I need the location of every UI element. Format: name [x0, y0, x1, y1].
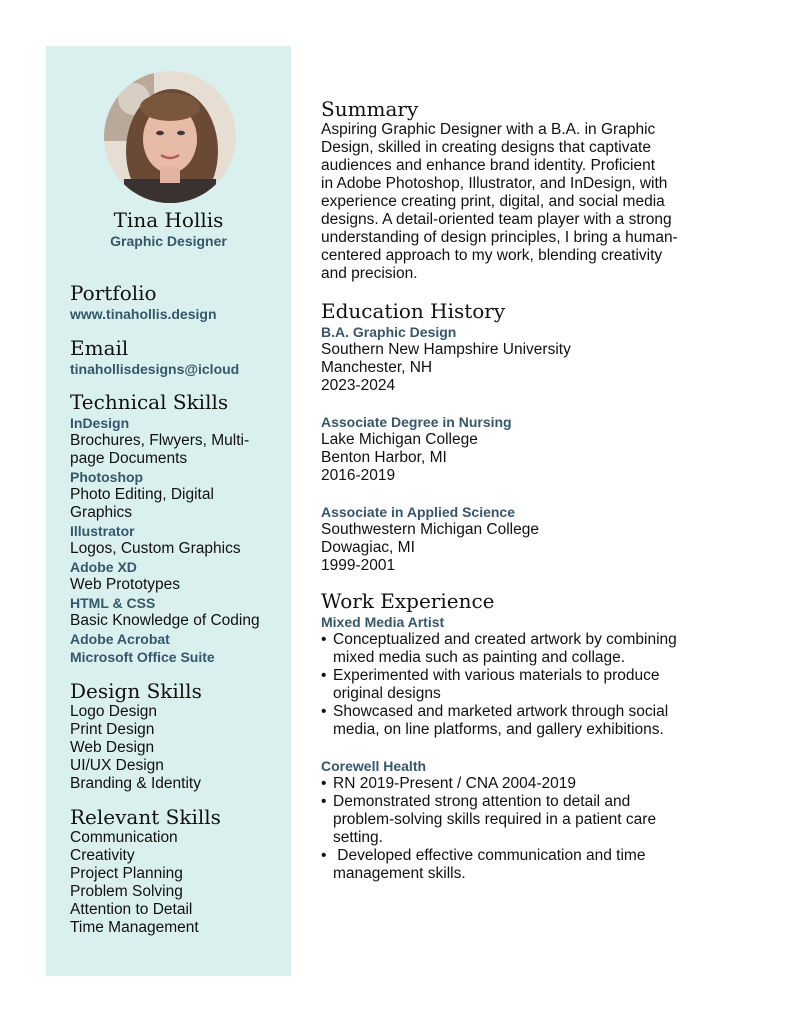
skill-name: Microsoft Office Suite	[70, 649, 215, 665]
list-item: Communication	[70, 829, 178, 846]
bullet-line: media, on line platforms, and gallery exhibitions.	[333, 721, 664, 738]
list-item: UI/UX Design	[70, 757, 164, 774]
relevant-skills-section	[70, 805, 285, 937]
job-bullet	[321, 847, 741, 883]
education-years: 2016-2019	[321, 467, 396, 484]
job-entry	[321, 613, 741, 739]
design-skills-heading: Design Skills	[70, 679, 202, 703]
bullet-line: management skills.	[333, 865, 466, 882]
summary-line: experience creating print, digital, and social media	[321, 193, 665, 210]
technical-skills-heading: Technical Skills	[70, 390, 229, 414]
education-section	[321, 299, 741, 575]
list-item: Time Management	[70, 919, 199, 936]
education-heading: Education History	[321, 299, 506, 323]
summary-heading: Summary	[321, 97, 419, 121]
summary-line: understanding of design principles, I bring a human-	[321, 229, 678, 246]
person-title: Graphic Designer	[110, 233, 227, 249]
education-entry	[321, 413, 741, 485]
bullet-line: problem-solving skills required in a patient care	[333, 811, 657, 828]
degree-title: Associate Degree in Nursing	[321, 414, 512, 430]
design-skills-section	[70, 679, 285, 793]
skill-desc: Photo Editing, Digital	[70, 486, 214, 503]
school-name: Southwestern Michigan College	[321, 521, 539, 538]
skill-desc: page Documents	[70, 450, 188, 467]
skill-desc: Web Prototypes	[70, 576, 180, 593]
skill-name: Adobe XD	[70, 559, 137, 575]
summary-line: designs. A detail-oriented team player with a strong	[321, 211, 672, 228]
portfolio-heading: Portfolio	[70, 281, 157, 305]
education-entry	[321, 503, 741, 575]
skill-name: Adobe Acrobat	[70, 631, 170, 647]
work-heading: Work Experience	[321, 589, 495, 613]
education-years: 1999-2001	[321, 557, 396, 574]
bullet-line: • Showcased and marketed artwork through social	[333, 703, 669, 720]
school-location: Dowagiac, MI	[321, 539, 415, 556]
school-location: Benton Harbor, MI	[321, 449, 447, 466]
bullet-line: • RN 2019-Present / CNA 2004-2019	[333, 775, 576, 792]
work-section	[321, 589, 741, 883]
list-item: Problem Solving	[70, 883, 183, 900]
job-bullet	[321, 703, 741, 739]
degree-title: B.A. Graphic Design	[321, 324, 457, 340]
job-title: Mixed Media Artist	[321, 614, 445, 630]
list-item: Logo Design	[70, 703, 158, 720]
portfolio-section	[70, 281, 285, 323]
summary-line: audiences and enhance brand identity. Proficient	[321, 157, 656, 174]
profile-photo	[104, 71, 236, 203]
school-name: Lake Michigan College	[321, 431, 478, 448]
skill-desc: Graphics	[70, 504, 133, 521]
bullet-line: original designs	[333, 685, 441, 702]
email-section	[70, 336, 285, 378]
email-heading: Email	[70, 336, 129, 360]
bullet-line: • Conceptualized and created artwork by combining	[333, 631, 677, 648]
summary-line: Design, skilled in creating designs that captivate	[321, 139, 651, 156]
job-bullet	[321, 631, 741, 667]
list-item: Creativity	[70, 847, 135, 864]
job-bullet	[321, 775, 741, 793]
degree-title: Associate in Applied Science	[321, 504, 515, 520]
email-link[interactable]: tinahollisdesigns@icloud	[70, 361, 240, 377]
summary-line: and precision.	[321, 265, 418, 282]
list-item: Project Planning	[70, 865, 183, 882]
summary-section	[321, 97, 741, 283]
skill-name: InDesign	[70, 415, 130, 431]
bullet-line: mixed media such as painting and collage.	[333, 649, 626, 666]
person-name: Tina Hollis	[113, 208, 224, 232]
bullet-line: setting.	[333, 829, 383, 846]
skill-name: Illustrator	[70, 523, 135, 539]
bullet-line: • Developed effective communication and time	[333, 847, 646, 864]
job-entry	[321, 757, 741, 883]
bullet-line: • Demonstrated strong attention to detail and	[333, 793, 631, 810]
skill-desc: Brochures, Flwyers, Multi-	[70, 432, 250, 449]
job-title: Corewell Health	[321, 758, 427, 774]
job-bullet	[321, 793, 741, 847]
technical-skills-section	[70, 390, 285, 666]
relevant-skills-heading: Relevant Skills	[70, 805, 221, 829]
school-location: Manchester, NH	[321, 359, 433, 376]
job-bullet	[321, 667, 741, 703]
portfolio-link[interactable]: www.tinahollis.design	[70, 306, 217, 322]
list-item: Attention to Detail	[70, 901, 193, 918]
skill-name: Photoshop	[70, 469, 144, 485]
list-item: Branding & Identity	[70, 775, 201, 792]
skill-desc: Basic Knowledge of Coding	[70, 612, 260, 629]
skill-desc: Logos, Custom Graphics	[70, 540, 241, 557]
education-entry	[321, 323, 741, 395]
summary-line: centered approach to my work, blending creativity	[321, 247, 663, 264]
summary-line: in Adobe Photoshop, Illustrator, and InDesign, with	[321, 175, 668, 192]
list-item: Print Design	[70, 721, 155, 738]
education-years: 2023-2024	[321, 377, 396, 394]
list-item: Web Design	[70, 739, 155, 756]
summary-line: Aspiring Graphic Designer with a B.A. in Graphic	[321, 121, 656, 138]
school-name: Southern New Hampshire University	[321, 341, 571, 358]
skill-name: HTML & CSS	[70, 595, 156, 611]
bullet-line: • Experimented with various materials to produce	[333, 667, 660, 684]
